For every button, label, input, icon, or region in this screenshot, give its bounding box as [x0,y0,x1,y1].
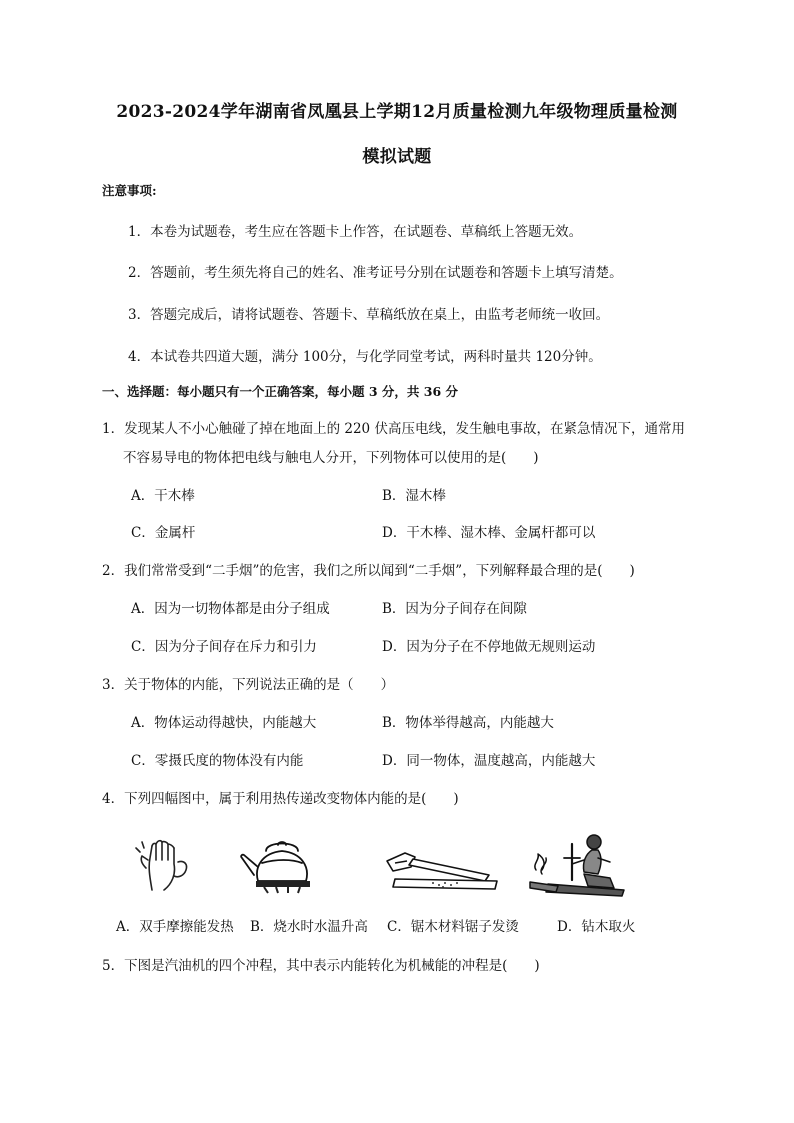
notes-heading: 注意事项: [102,183,157,198]
q5-stem: 5．下图是汽油机的四个冲程，其中表示内能转化为机械能的冲程是( ) [102,958,540,974]
note-4: 4．本试卷共四道大题，满分 100分，与化学同堂考试，两科时量共 120分钟。 [128,349,602,365]
q3-stem: 3．关于物体的内能，下列说法正确的是（ ） [102,677,395,693]
q3-option-c: C．零摄氏度的物体没有内能 [131,753,304,769]
q1-stem-line1: 1．发现某人不小心触碰了掉在地面上的 220 伏高压电线，发生触电事故，在紧急情况下，通常用 [102,421,685,437]
q2-option-b: B．因为分子间存在间隙 [382,601,527,617]
q1-option-d: D．干木棒、湿木棒、金属杆都可以 [382,525,596,541]
exam-title: 2023-2024学年湖南省凤凰县上学期12月质量检测九年级物理质量检测 [116,102,678,122]
q1-option-b: B．湿木棒 [382,488,446,504]
q4-stem: 4．下列四幅图中，属于利用热传递改变物体内能的是( ) [102,791,459,807]
q2-option-c: C．因为分子间存在斥力和引力 [131,639,317,655]
hands-rubbing-figure [132,838,196,894]
exam-subtitle: 模拟试题 [362,147,432,167]
sawing-wood-figure [385,845,501,895]
note-3: 3．答题完成后，请将试题卷、答题卡、草稿纸放在桌上，由监考老师统一收回。 [128,307,610,323]
q4-option-b: B．烧水时水温升高 [250,919,368,935]
q3-option-a: A．物体运动得越快，内能越大 [131,715,317,731]
q4-option-d: D．钻木取火 [557,919,636,935]
q2-stem: 2．我们常常受到“二手烟”的危害，我们之所以闻到“二手烟”，下列解释最合理的是( ) [102,563,635,579]
kettle-figure [236,837,328,895]
q4-option-a: A．双手摩擦能发热 [116,919,234,935]
q1-stem-line2: 不容易导电的物体把电线与触电人分开，下列物体可以使用的是( ) [123,450,539,466]
section-1-heading: 一、选择题：每小题只有一个正确答案，每小题 3 分，共 36 分 [102,384,459,399]
note-2: 2．答题前，考生须先将自己的姓名、准考证号分别在试题卷和答题卡上填写清楚。 [128,265,623,281]
q2-option-a: A．因为一切物体都是由分子组成 [131,601,330,617]
q3-option-b: B．物体举得越高，内能越大 [382,715,554,731]
q3-option-d: D．同一物体，温度越高，内能越大 [382,753,596,769]
q1-option-c: C．金属杆 [131,525,196,541]
drill-fire-figure [528,830,634,898]
q4-option-c: C．锯木材料锯子发烫 [387,919,519,935]
note-1: 1．本卷为试题卷，考生应在答题卡上作答，在试题卷、草稿纸上答题无效。 [128,224,583,240]
q2-option-d: D．因为分子在不停地做无规则运动 [382,639,596,655]
q1-option-a: A．干木棒 [131,488,195,504]
